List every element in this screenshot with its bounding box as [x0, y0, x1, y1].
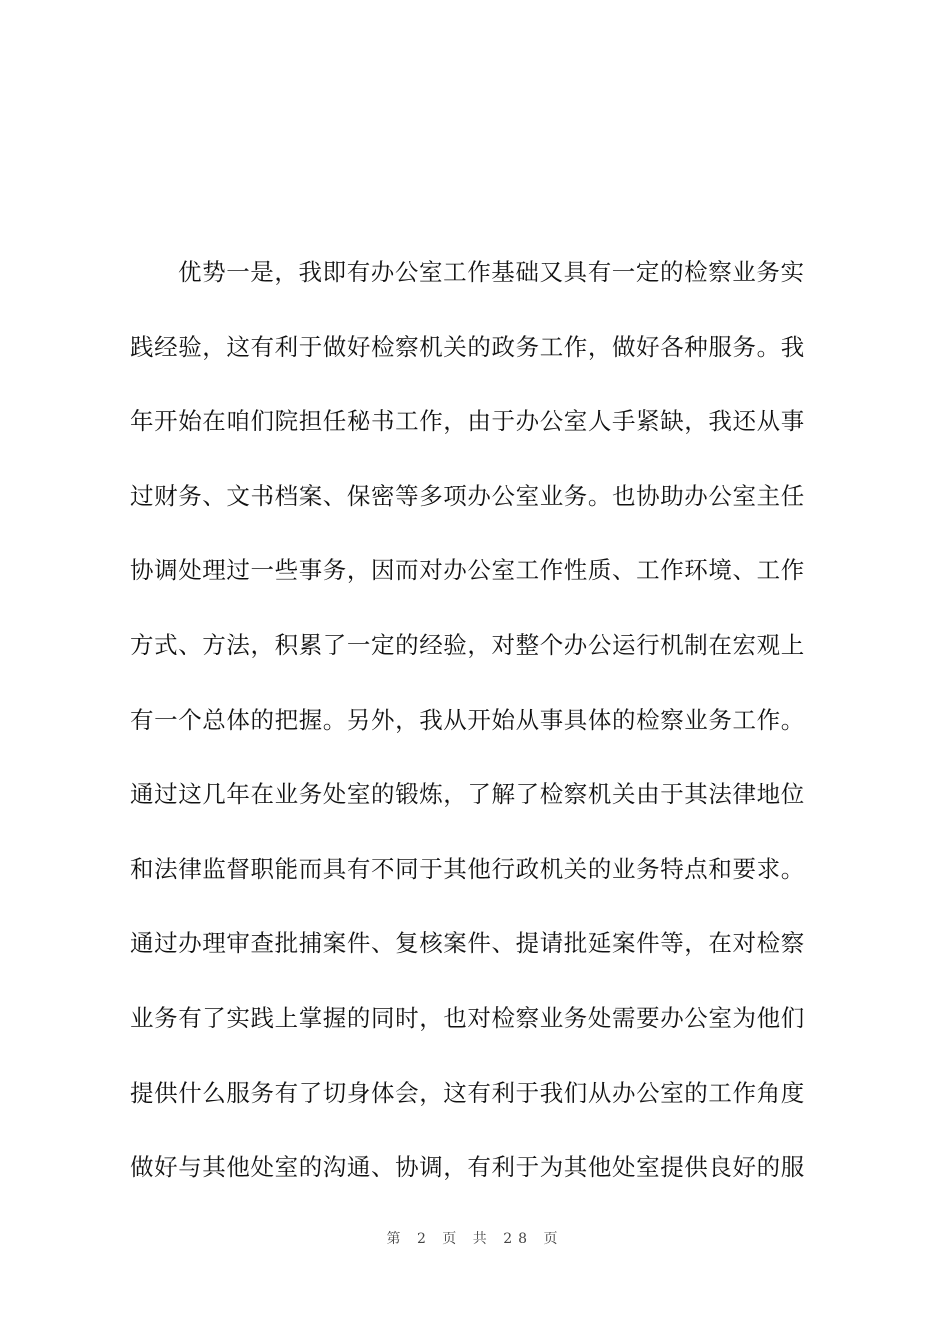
paragraph-line: 通过办理审查批捕案件、复核案件、提请批延案件等，在对检察: [130, 929, 805, 958]
paragraph-line: 提供什么服务有了切身体会，这有利于我们从办公室的工作角度: [130, 1078, 805, 1107]
paragraph-line: 做好与其他处室的沟通、协调，有利于为其他处室提供良好的服: [130, 1153, 805, 1182]
paragraph-line: 年开始在咱们院担任秘书工作，由于办公室人手紧缺，我还从事: [130, 407, 805, 436]
body-paragraph: [130, 246, 842, 1216]
paragraph-line: 和法律监督职能而具有不同于其他行政机关的业务特点和要求。: [130, 854, 805, 883]
paragraph-line: 通过这几年在业务处室的锻炼，了解了检察机关由于其法律地位: [130, 780, 805, 809]
paragraph-line: 践经验，这有利于做好检察机关的政务工作，做好各种服务。我: [130, 332, 805, 361]
paragraph-line: 方式、方法，积累了一定的经验，对整个办公运行机制在宏观上: [130, 630, 805, 659]
page-number-footer: 第 2 页 共 28 页: [386, 1231, 564, 1247]
paragraph-line: 有一个总体的把握。另外，我从开始从事具体的检察业务工作。: [130, 705, 805, 734]
paragraph-line: 协调处理过一些事务，因而对办公室工作性质、工作环境、工作: [130, 556, 805, 585]
paragraph-line: 业务有了实践上掌握的同时，也对检察业务处需要办公室为他们: [130, 1003, 805, 1032]
paragraph-line: 过财务、文书档案、保密等多项办公室业务。也协助办公室主任: [130, 481, 805, 510]
paragraph-line: 优势一是，我即有办公室工作基础又具有一定的检察业务实: [178, 258, 805, 286]
